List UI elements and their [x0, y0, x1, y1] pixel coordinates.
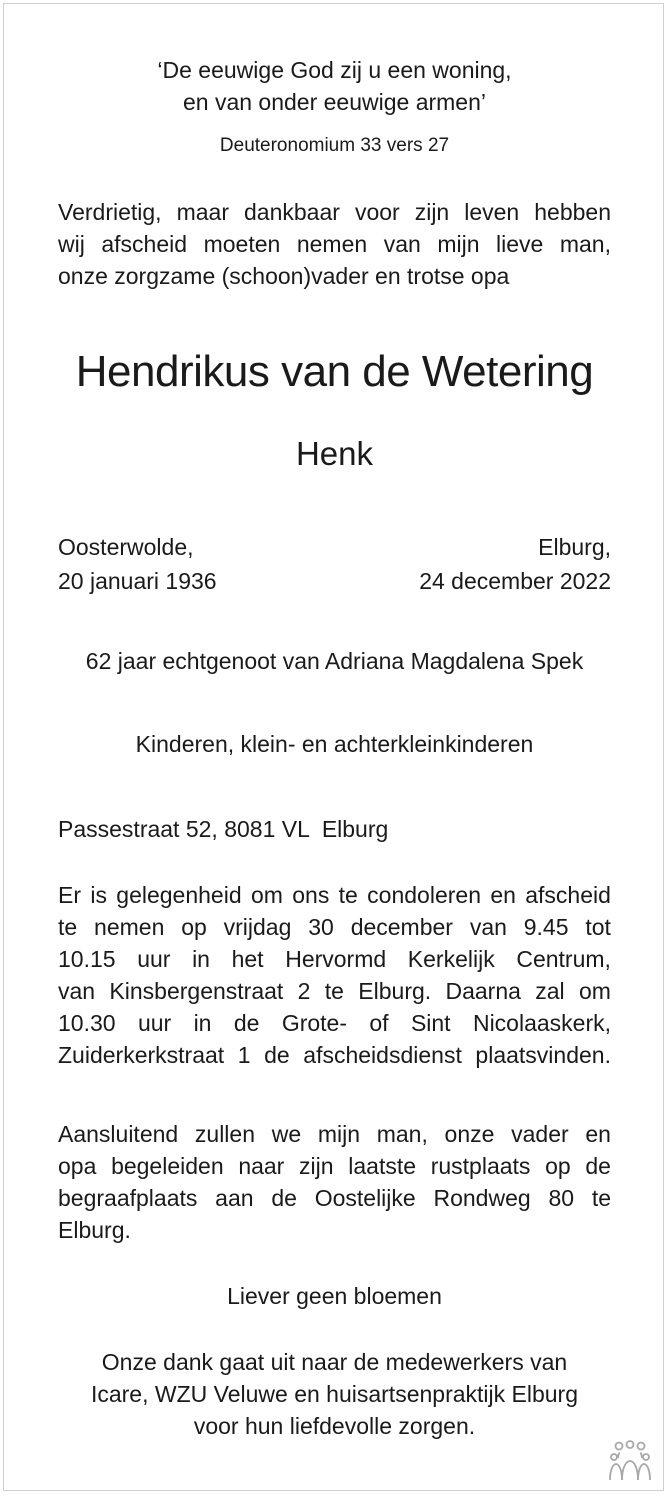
word: te: [591, 1185, 611, 1211]
word: uur: [137, 1010, 172, 1036]
paragraph-line: [58, 879, 611, 911]
paragraph-line: Elburg.: [58, 1217, 131, 1243]
family-line: Kinderen, klein- en achterkleinkinderen: [135, 731, 534, 757]
word: leven: [464, 199, 520, 225]
word: nemen: [296, 231, 368, 257]
intro-line: [58, 196, 611, 228]
word: Grote-: [281, 1010, 347, 1036]
word: condoleren: [367, 882, 481, 908]
word: is: [90, 882, 107, 908]
word: man,: [559, 231, 611, 257]
word: gelegenheid: [116, 882, 242, 908]
thanks-line: voor hun liefdevolle zorgen.: [193, 1413, 476, 1439]
intro-text: [58, 196, 611, 292]
word: 1: [237, 1042, 251, 1068]
word: hebben: [534, 199, 611, 225]
word: Verdrietig,: [58, 199, 162, 225]
dates-row: [58, 564, 611, 598]
word: Centrum,: [516, 946, 611, 972]
word: Kinsbergenstraat: [109, 978, 284, 1004]
word: zijn: [414, 199, 450, 225]
word: opa: [58, 1153, 97, 1179]
word: en: [585, 1121, 611, 1147]
word: 10.30: [58, 1010, 116, 1036]
paragraph-line: [58, 975, 611, 1007]
word: maar: [176, 199, 229, 225]
word: te: [338, 882, 358, 908]
word: laatste: [348, 1153, 417, 1179]
home-address: Passestraat 52, 8081 VL Elburg: [58, 816, 389, 842]
word: of: [369, 1010, 389, 1036]
word: afscheid: [525, 882, 611, 908]
word: moeten: [203, 231, 281, 257]
word: Hervormd: [285, 946, 387, 972]
word: van: [58, 978, 96, 1004]
word: afscheidsdienst: [303, 1042, 462, 1068]
word: de: [264, 1042, 290, 1068]
paragraph-line: [58, 943, 611, 975]
word: Sint: [410, 1010, 451, 1036]
paragraph-line: [58, 1039, 611, 1071]
deceased-name: Hendrikus van de Wetering: [75, 347, 594, 396]
word: tot: [585, 914, 611, 940]
paragraph-line: [58, 1150, 611, 1182]
spouse-line: 62 jaar echtgenoot van Adriana Magdalena Spek: [85, 648, 584, 674]
word: mijn: [317, 1121, 360, 1147]
word: wij: [58, 231, 85, 257]
thanks-paragraph: [58, 1346, 611, 1442]
intro-line: [58, 228, 611, 260]
word: Elburg.: [358, 978, 432, 1004]
deceased-nickname: Henk: [295, 435, 374, 472]
thanks-line: Icare, WZU Veluwe en huisartsenpraktijk Elburg: [90, 1381, 579, 1407]
condolence-paragraph: [58, 879, 611, 1071]
word: 2: [297, 978, 311, 1004]
word: de: [271, 1185, 297, 1211]
word: vader: [511, 1121, 569, 1147]
intro-line: onze zorgzame (schoon)vader en trotse opa: [58, 263, 510, 289]
word: 9.45: [523, 914, 569, 940]
word: Kerkelijk: [407, 946, 495, 972]
word: ons: [292, 882, 330, 908]
word: de: [585, 1153, 611, 1179]
word: afscheid: [101, 231, 188, 257]
word: aan: [215, 1185, 254, 1211]
death-place: Elburg,: [538, 534, 611, 560]
word: te: [324, 978, 344, 1004]
word: zal: [535, 978, 565, 1004]
word: om: [250, 882, 283, 908]
word: nemen: [94, 914, 165, 940]
word: het: [231, 946, 264, 972]
paragraph-line: [58, 1007, 611, 1039]
word: zijn: [299, 1153, 334, 1179]
word: en: [490, 882, 516, 908]
word: om: [578, 978, 611, 1004]
word: Rondweg: [433, 1185, 531, 1211]
word: uur: [137, 946, 171, 972]
word: rustplaats: [430, 1153, 531, 1179]
family-group-icon: [606, 1440, 654, 1482]
word: we: [271, 1121, 302, 1147]
word: naar: [238, 1153, 285, 1179]
paragraph-line: [58, 911, 611, 943]
word: van: [383, 231, 421, 257]
paragraph-line: [58, 1182, 611, 1214]
word: plaatsvinden.: [475, 1042, 611, 1068]
birth-death-info: [58, 530, 611, 598]
word: te: [58, 914, 78, 940]
word: Nicolaaskerk,: [472, 1010, 611, 1036]
places-row: [58, 530, 611, 564]
word: man,: [376, 1121, 428, 1147]
word: dankbaar: [244, 199, 340, 225]
burial-paragraph: [58, 1118, 611, 1246]
word: vrijdag: [223, 914, 292, 940]
death-date: 24 december 2022: [419, 568, 611, 594]
word: zullen: [194, 1121, 256, 1147]
word: de: [233, 1010, 260, 1036]
word: in: [193, 1010, 212, 1036]
word: 30: [308, 914, 334, 940]
word: Aansluitend: [58, 1121, 179, 1147]
word: Oostelijke: [314, 1185, 416, 1211]
word: Zuiderkerkstraat: [58, 1042, 225, 1068]
paragraph-line: [58, 1118, 611, 1150]
word: Daarna: [445, 978, 521, 1004]
word: 80: [548, 1185, 575, 1211]
verse-reference: Deuteronomium 33 vers 27: [219, 135, 450, 156]
verse-line: en van onder eeuwige armen’: [182, 89, 487, 115]
word: in: [192, 946, 210, 972]
word: op: [181, 914, 207, 940]
word: begeleiden: [111, 1153, 224, 1179]
word: mijn: [437, 231, 480, 257]
flowers-line: Liever geen bloemen: [227, 1283, 442, 1309]
birth-place: Oosterwolde,: [58, 534, 194, 560]
word: onze: [444, 1121, 495, 1147]
word: Er: [58, 882, 81, 908]
word: lieve: [496, 231, 544, 257]
bible-verse: [58, 54, 611, 118]
word: op: [545, 1153, 571, 1179]
verse-line: ‘De eeuwige God zij u een woning,: [157, 57, 512, 83]
word: voor: [354, 199, 400, 225]
word: december: [350, 914, 453, 940]
word: begraafplaats: [58, 1185, 198, 1211]
word: 10.15: [58, 946, 116, 972]
thanks-line: Onze dank gaat uit naar de medewerkers van: [101, 1349, 568, 1375]
birth-date: 20 januari 1936: [58, 568, 217, 594]
word: van: [469, 914, 507, 940]
